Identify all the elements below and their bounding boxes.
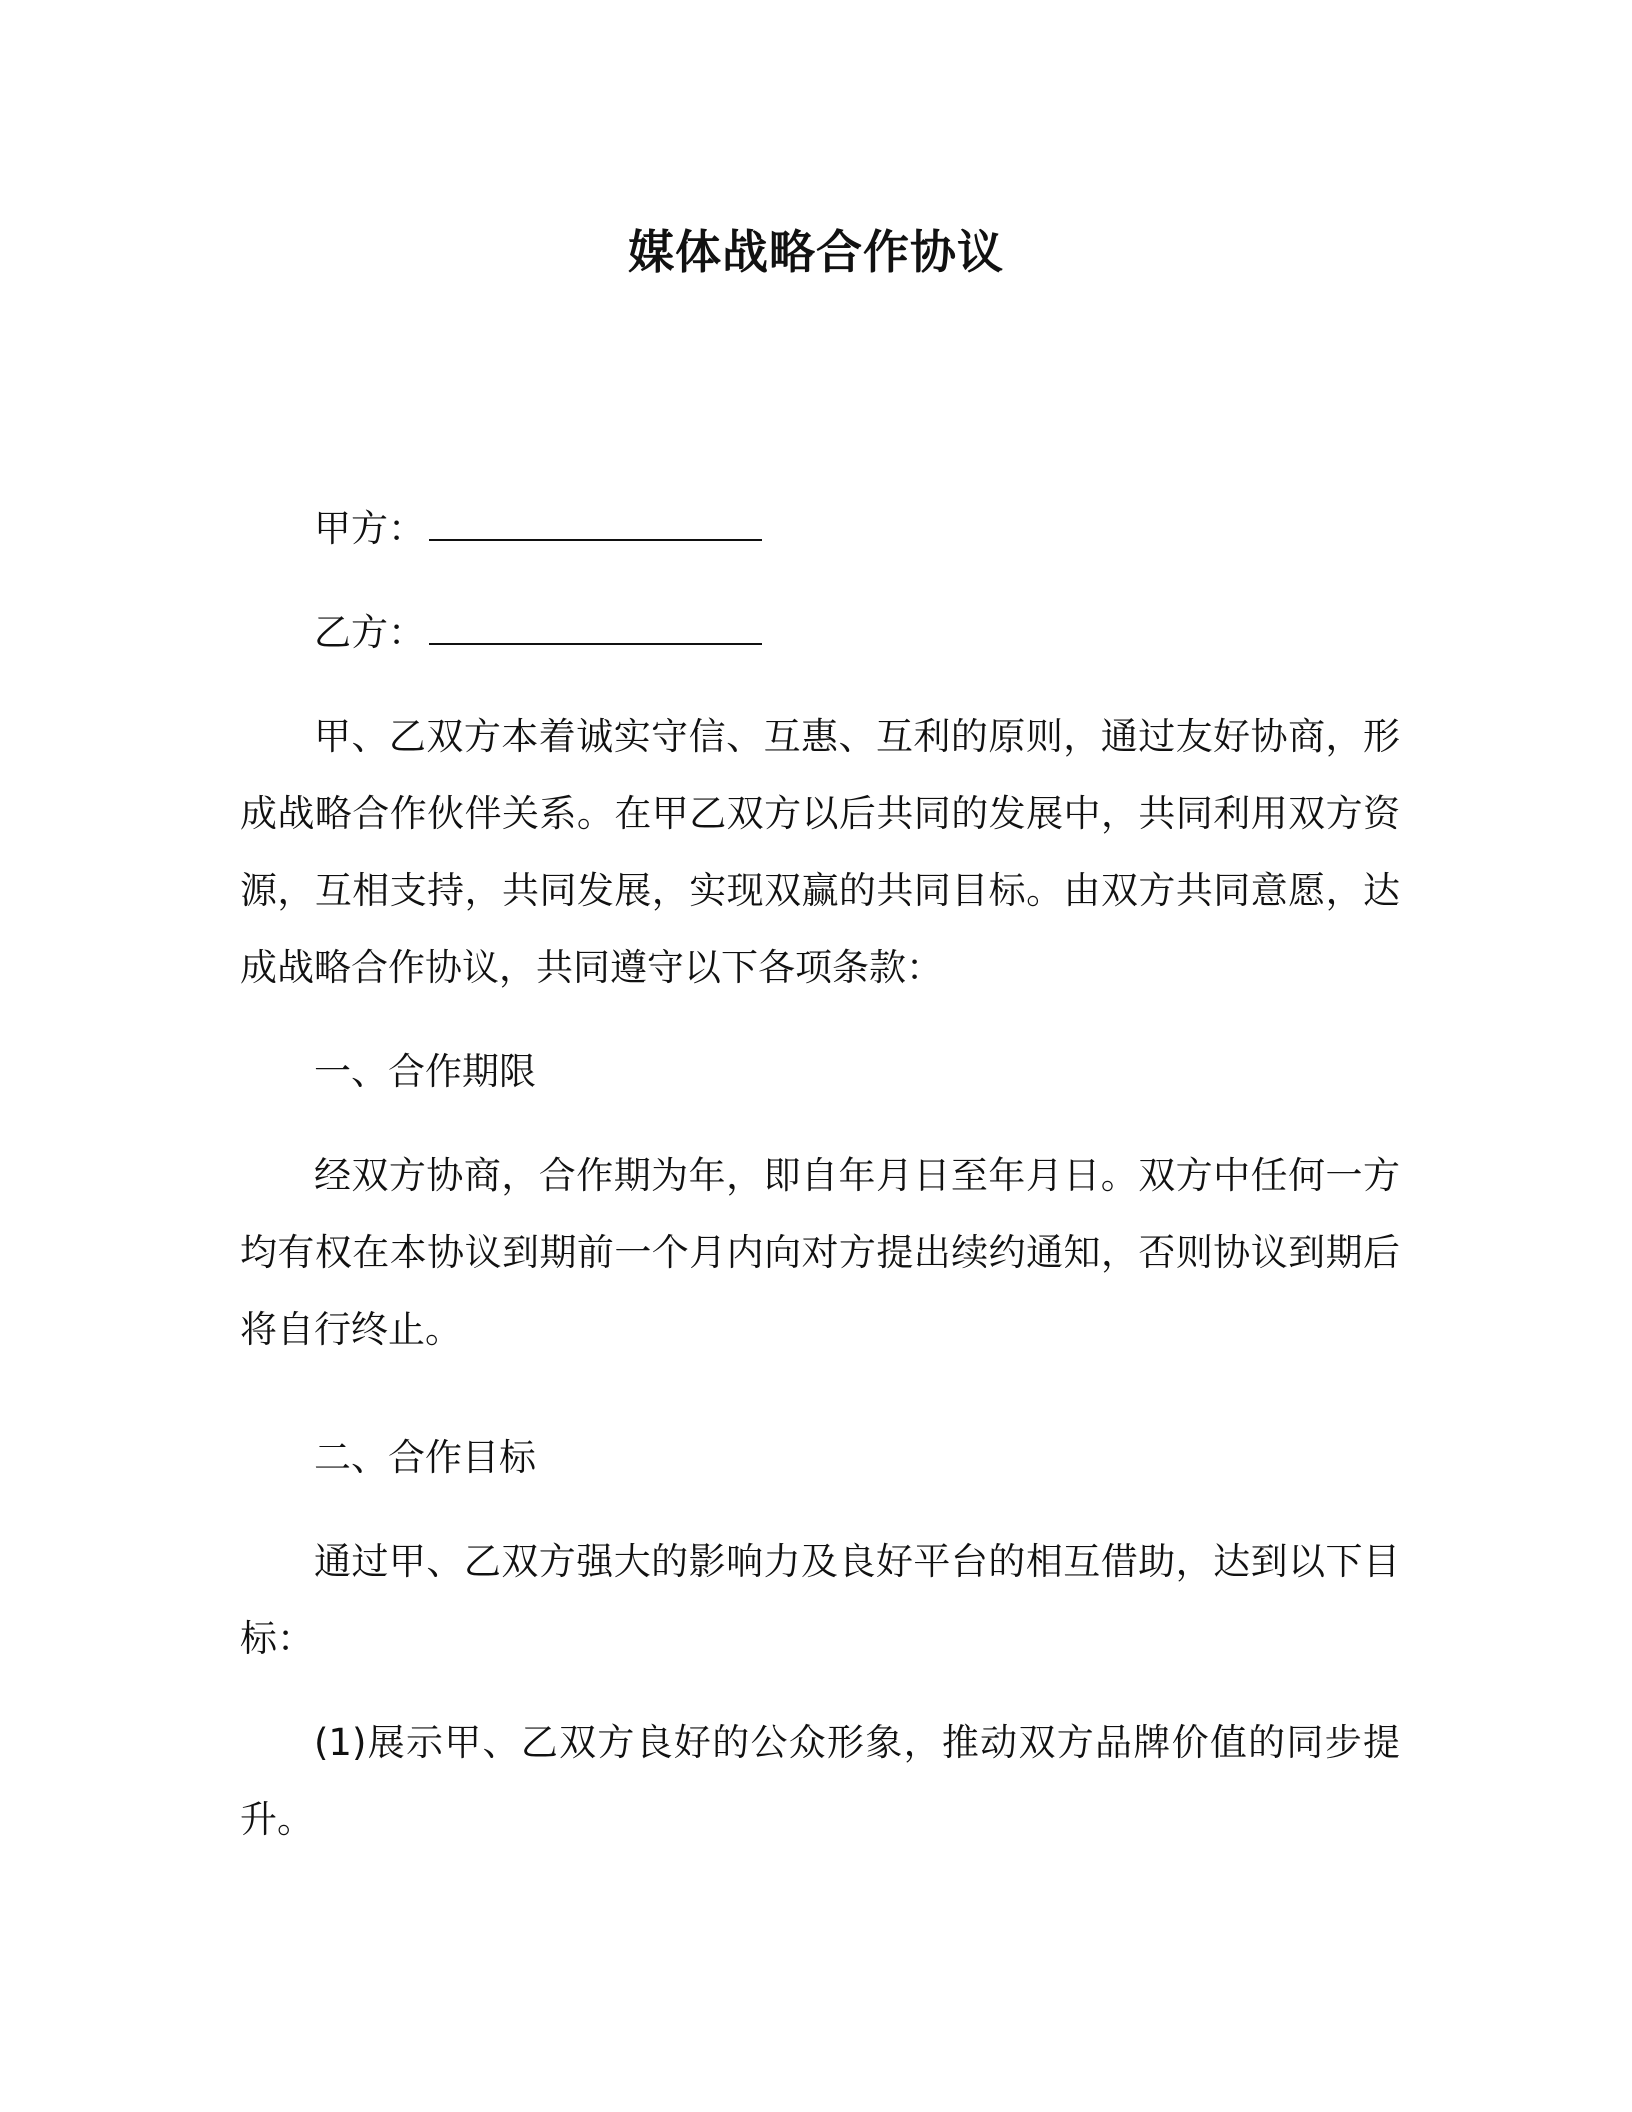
document-body [240, 490, 1400, 1885]
intro-paragraph: 甲、乙双方本着诚实守信、互惠、互利的原则，通过友好协商，形成战略合作伙伴关系。在甲乙双方以后共同的发展中，共同利用双方资源，互相支持，共同发展，实现双赢的共同目标。由双方共同意愿，达成战略合作协议，共同遵守以下各项条款： [240, 715, 1400, 989]
section2-body: 通过甲、乙双方强大的影响力及良好平台的相互借助，达到以下目标： [240, 1540, 1400, 1660]
document-title: 媒体战略合作协议 [628, 225, 1004, 279]
party-a-line [240, 490, 1400, 567]
party-b-blank [429, 607, 762, 645]
party-a-label: 甲方： [314, 507, 425, 550]
party-b-line [240, 594, 1400, 671]
section2-heading: 二、合作目标 [314, 1436, 536, 1479]
party-b-label: 乙方： [314, 611, 425, 654]
section1-heading: 一、合作期限 [314, 1050, 536, 1093]
item-1: (1)展示甲、乙双方良好的公众形象，推动双方品牌价值的同步提升。 [240, 1721, 1400, 1841]
section1-body: 经双方协商，合作期为年，即自年月日至年月日。双方中任何一方均有权在本协议到期前一个月内向对方提出续约通知，否则协议到期后将自行终止。 [240, 1154, 1400, 1351]
party-a-blank [429, 503, 762, 541]
